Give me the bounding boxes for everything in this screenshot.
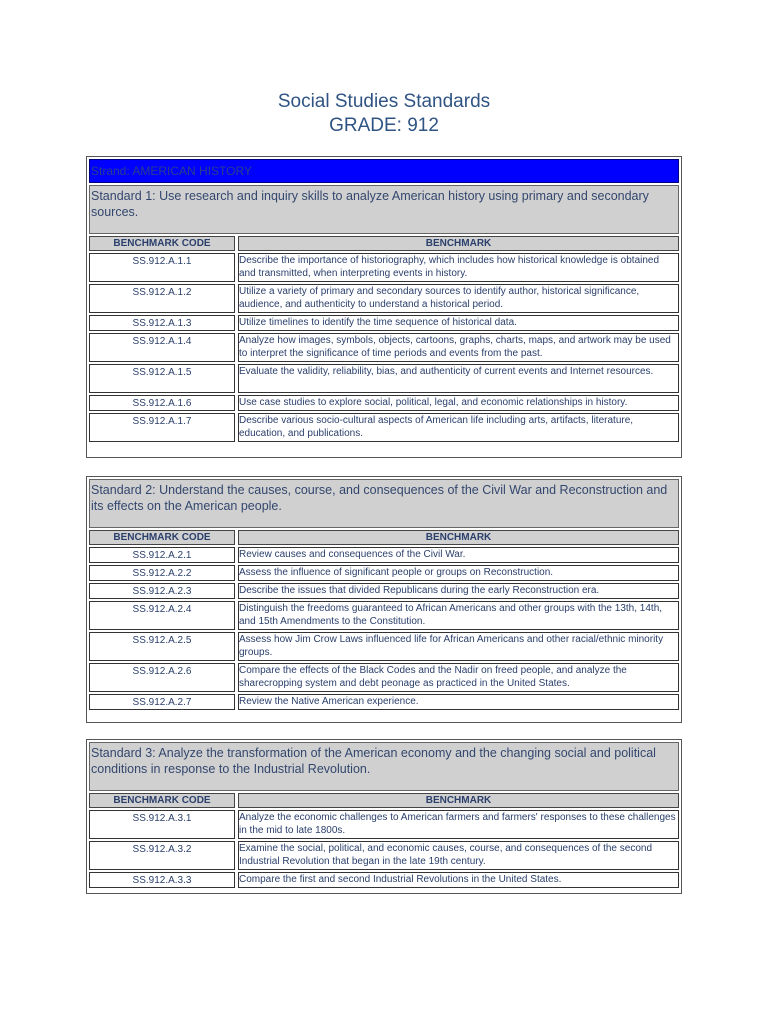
table-row [89,315,679,331]
benchmark-code: SS.912.A.3.3 [89,872,235,888]
document-grade: GRADE: 912 [329,115,439,136]
benchmark-code: SS.912.A.1.2 [89,284,235,313]
col-header-benchmark: BENCHMARK [238,236,679,251]
col-header-benchmark-code: BENCHMARK CODE [89,236,235,251]
standard-section-2 [86,476,682,723]
benchmark-code: SS.912.A.2.6 [89,663,235,692]
benchmark-code: SS.912.A.1.5 [89,364,235,393]
benchmark-text: Describe various socio-cultural aspects of American life including arts, artifacts, literature, education, and publications. [238,413,679,442]
benchmark-text: Assess how Jim Crow Laws influenced life for African Americans and other racial/ethnic minority groups. [238,632,679,661]
table-row [89,583,679,599]
benchmark-code: SS.912.A.1.7 [89,413,235,442]
benchmark-text: Describe the issues that divided Republicans during the early Reconstruction era. [238,583,679,599]
table-row [89,284,679,313]
table-row [89,663,679,692]
document-title: Social Studies Standards [277,91,491,112]
benchmark-code: SS.912.A.2.1 [89,547,235,563]
benchmark-code: SS.912.A.3.1 [89,810,235,839]
benchmark-text: Analyze the economic challenges to American farmers and farmers' responses to these challenges in the mid to late 1800s. [238,810,679,839]
col-header-benchmark: BENCHMARK [238,530,679,545]
table-row [89,565,679,581]
strand-header: Strand: AMERICAN HISTORY [89,159,679,183]
benchmark-text: Review causes and consequences of the Civil War. [238,547,679,563]
col-header-benchmark: BENCHMARK [238,793,679,808]
table-header [89,236,679,251]
standard-section-1 [86,156,682,458]
col-header-benchmark-code: BENCHMARK CODE [89,530,235,545]
table-row [89,395,679,411]
table-header [89,530,679,545]
benchmark-text: Utilize a variety of primary and secondary sources to identify author, historical significance, audience, and authenticity to understand a historical period. [238,284,679,313]
benchmark-text: Examine the social, political, and economic causes, course, and consequences of the second Industrial Revolution that began in the late 19th century. [238,841,679,870]
benchmark-code: SS.912.A.1.1 [89,253,235,282]
benchmark-code: SS.912.A.2.7 [89,694,235,710]
benchmark-text: Compare the effects of the Black Codes and the Nadir on freed people, and analyze the sharecropping system and debt peonage as practiced in the United States. [238,663,679,692]
table-row [89,810,679,839]
standard-3-heading: Standard 3: Analyze the transformation of the American economy and the changing social and political conditions in response to the Industrial Revolution. [89,742,679,791]
standard-1-heading: Standard 1: Use research and inquiry skills to analyze American history using primary and secondary sources. [89,185,679,234]
table-row [89,333,679,362]
benchmark-text: Compare the first and second Industrial Revolutions in the United States. [238,872,679,888]
standard-2-heading: Standard 2: Understand the causes, course, and consequences of the Civil War and Reconstruction and its effects on the American people. [89,479,679,528]
table-row [89,601,679,630]
benchmark-text: Assess the influence of significant people or groups on Reconstruction. [238,565,679,581]
benchmark-text: Analyze how images, symbols, objects, cartoons, graphs, charts, maps, and artwork may be used to interpret the significance of time periods and events from the past. [238,333,679,362]
table-row [89,413,679,442]
benchmark-text: Use case studies to explore social, political, legal, and economic relationships in history. [238,395,679,411]
table-header [89,793,679,808]
benchmark-text: Evaluate the validity, reliability, bias, and authenticity of current events and Internet resources. [238,364,679,393]
table-row [89,253,679,282]
benchmark-code: SS.912.A.2.3 [89,583,235,599]
table-row [89,694,679,710]
benchmark-code: SS.912.A.3.2 [89,841,235,870]
table-row [89,547,679,563]
benchmark-code: SS.912.A.2.5 [89,632,235,661]
benchmark-code: SS.912.A.1.6 [89,395,235,411]
benchmark-text: Distinguish the freedoms guaranteed to African Americans and other groups with the 13th, 14th, and 15th Amendments to the Constitution. [238,601,679,630]
benchmark-text: Review the Native American experience. [238,694,679,710]
table-row [89,632,679,661]
benchmark-code: SS.912.A.1.4 [89,333,235,362]
standard-section-3 [86,739,682,894]
benchmark-code: SS.912.A.2.2 [89,565,235,581]
table-row [89,841,679,870]
benchmark-code: SS.912.A.1.3 [89,315,235,331]
benchmark-text: Describe the importance of historiography, which includes how historical knowledge is obtained and transmitted, when interpreting events in history. [238,253,679,282]
benchmark-code: SS.912.A.2.4 [89,601,235,630]
col-header-benchmark-code: BENCHMARK CODE [89,793,235,808]
table-row [89,364,679,393]
benchmark-text: Utilize timelines to identify the time sequence of historical data. [238,315,679,331]
table-row [89,872,679,888]
